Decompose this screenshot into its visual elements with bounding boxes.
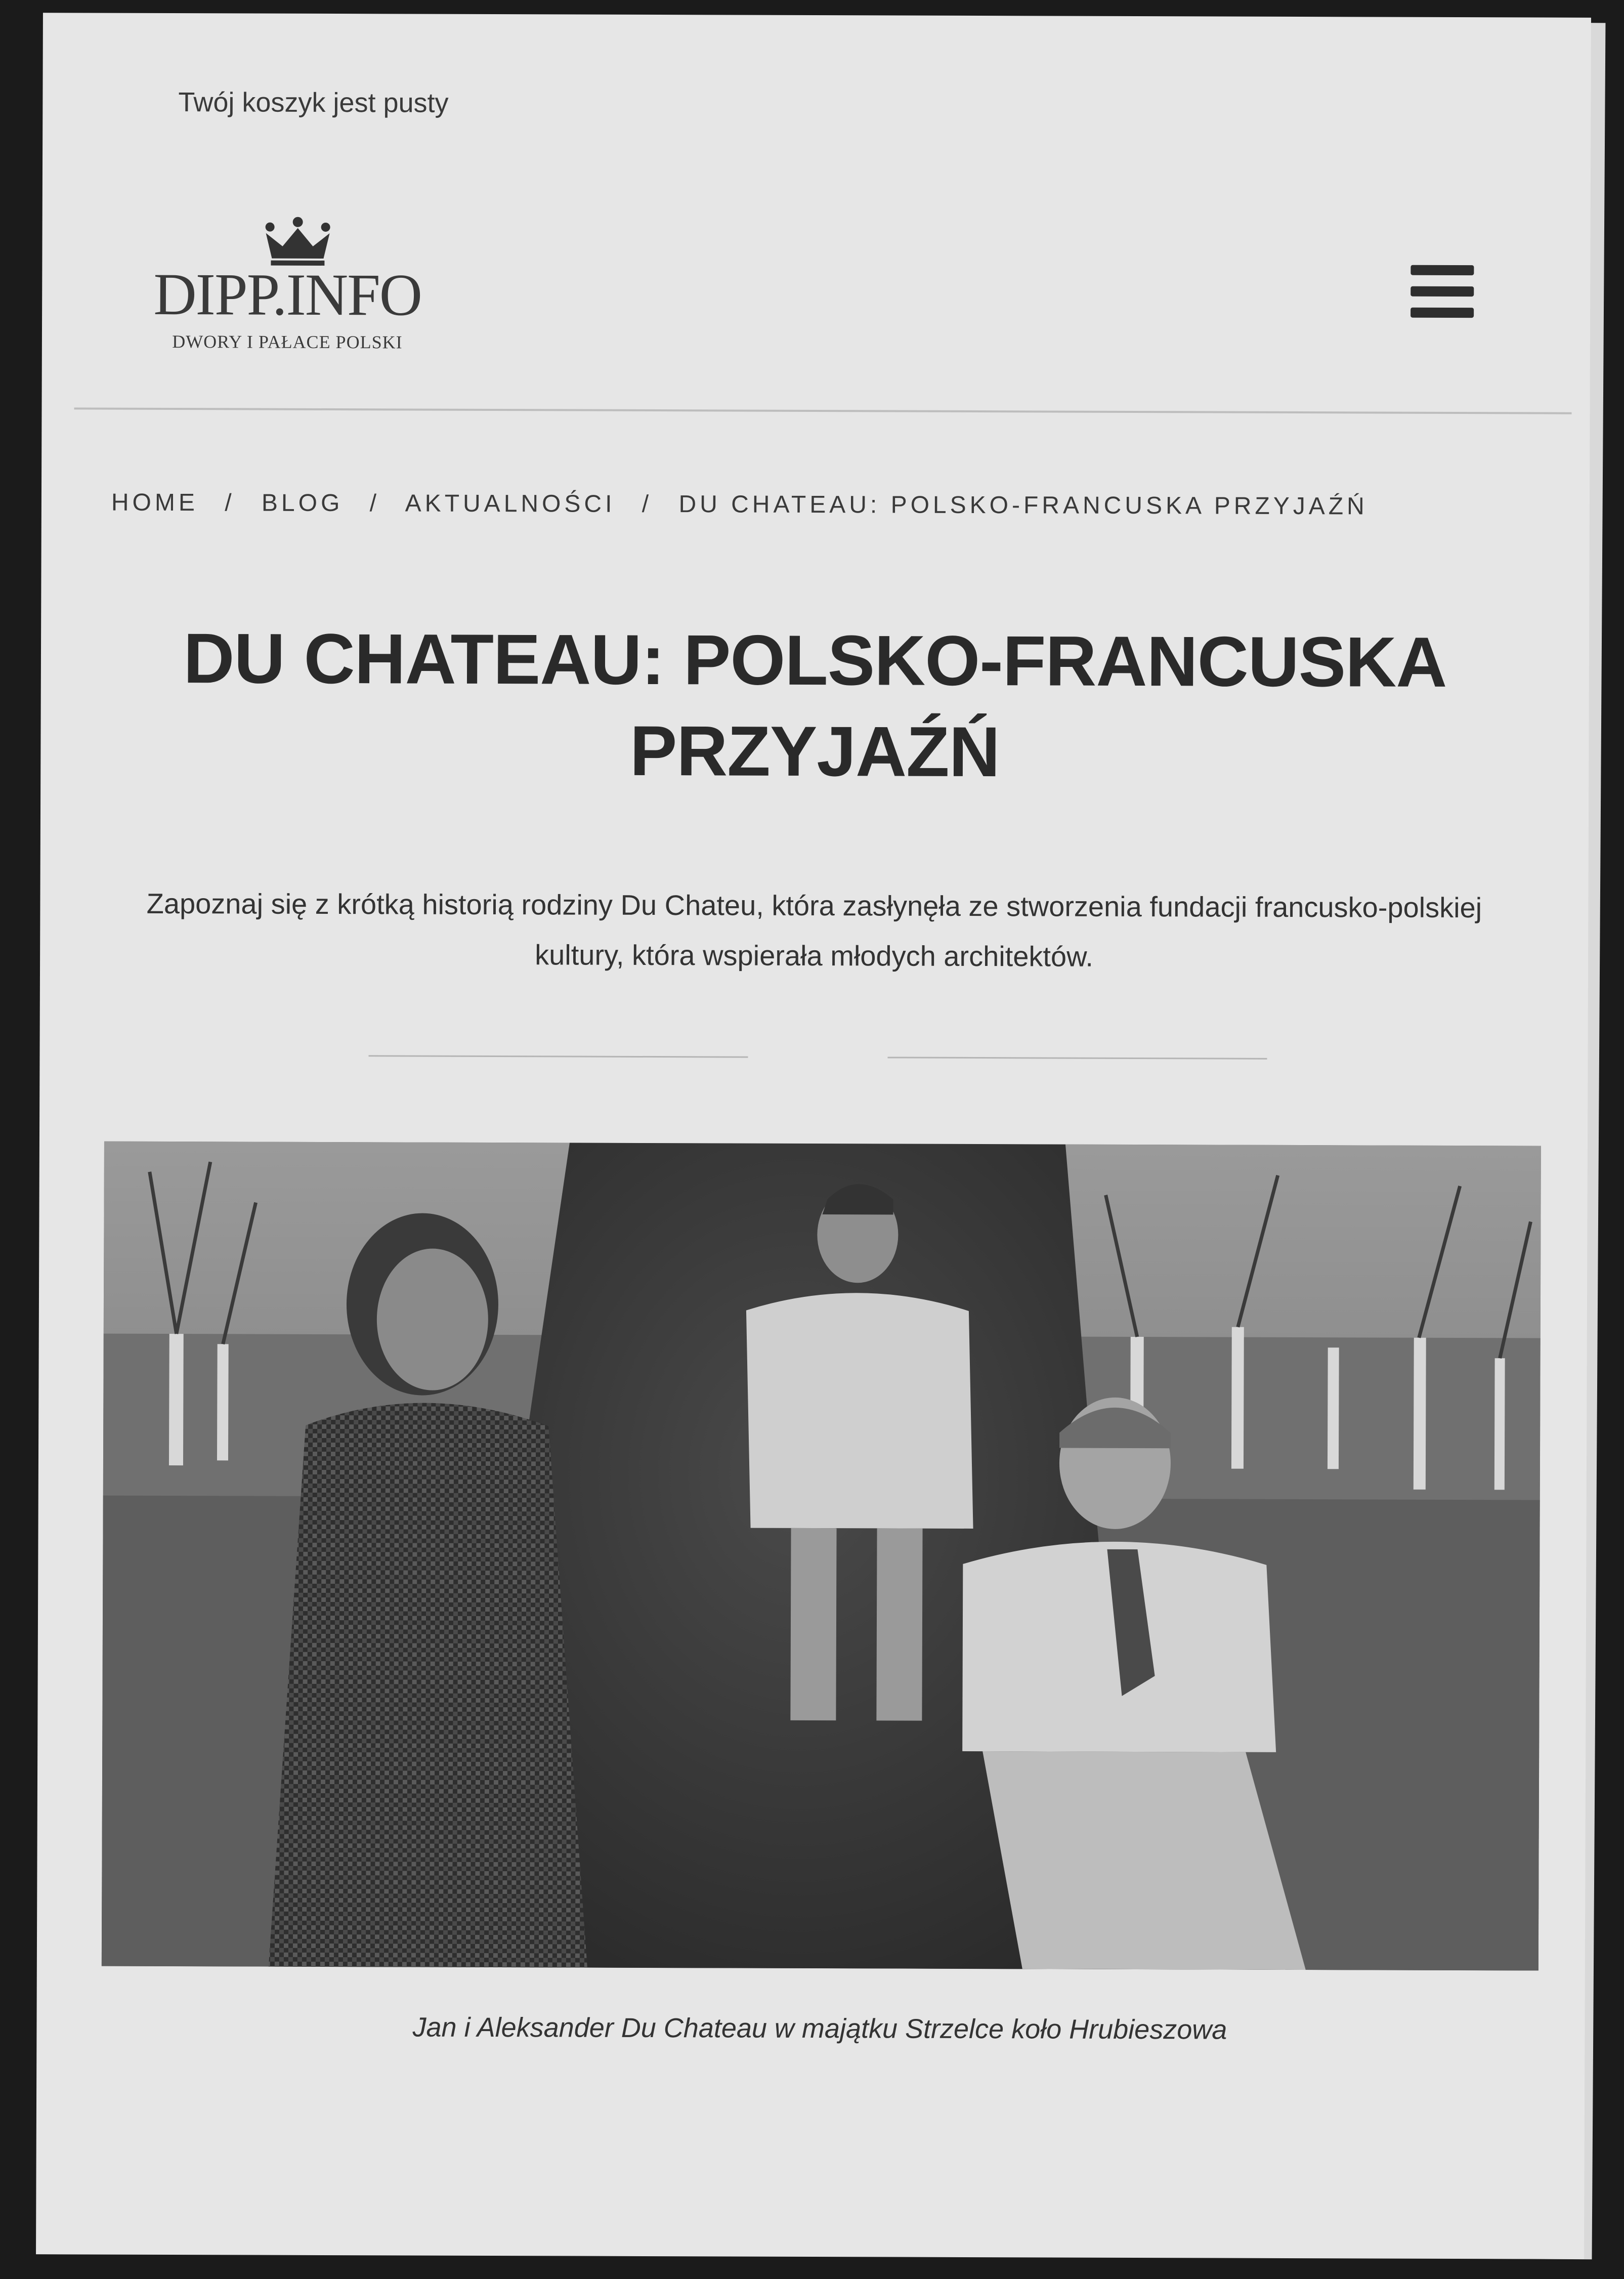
title-line: DU CHATEAU: POLSKO-FRANCUSKA: [183, 618, 1447, 702]
title-line: PRZYJAŹŃ: [629, 710, 1000, 792]
breadcrumb-separator: /: [642, 490, 653, 518]
logo-subtitle: DWORY I PAŁACE POLSKI: [172, 331, 403, 353]
page-title: [121, 618, 1508, 792]
menu-bar: [1411, 286, 1474, 297]
hamburger-icon[interactable]: [1411, 265, 1474, 321]
menu-bar: [1411, 265, 1474, 275]
crown-icon: [260, 216, 335, 267]
breadcrumb-news[interactable]: AKTUALNOŚCI: [405, 490, 616, 518]
printed-page: [36, 13, 1591, 2259]
menu-bar: [1411, 308, 1474, 318]
lead-line: kultury, która wspierała młodych architektów.: [535, 939, 1094, 973]
breadcrumb-home[interactable]: HOME: [111, 489, 199, 517]
photo-caption: Jan i Aleksander Du Chateau w majątku Strzelce koło Hrubieszowa: [412, 2012, 1227, 2045]
breadcrumb-blog[interactable]: BLOG: [261, 489, 344, 517]
article-photo: [102, 1142, 1541, 1971]
breadcrumb: [111, 489, 1578, 521]
breadcrumb-current: DU CHATEAU: POLSKO-FRANCUSKA PRZYJAŹŃ: [678, 491, 1368, 520]
logo-title: DIPP.INFO: [153, 261, 422, 328]
header-divider: [74, 407, 1572, 414]
site-logo[interactable]: [123, 216, 452, 363]
article-lead: [111, 878, 1518, 983]
divider-left: [368, 1055, 748, 1058]
divider-right: [887, 1057, 1267, 1059]
breadcrumb-separator: /: [369, 490, 380, 517]
breadcrumb-separator: /: [225, 489, 235, 517]
cart-status[interactable]: Twój koszyk jest pusty: [178, 87, 449, 118]
lead-line: Zapoznaj się z krótką historią rodziny Du Chateu, która zasłynęła ze stworzenia fundacji francusko-polskiej: [146, 887, 1482, 924]
